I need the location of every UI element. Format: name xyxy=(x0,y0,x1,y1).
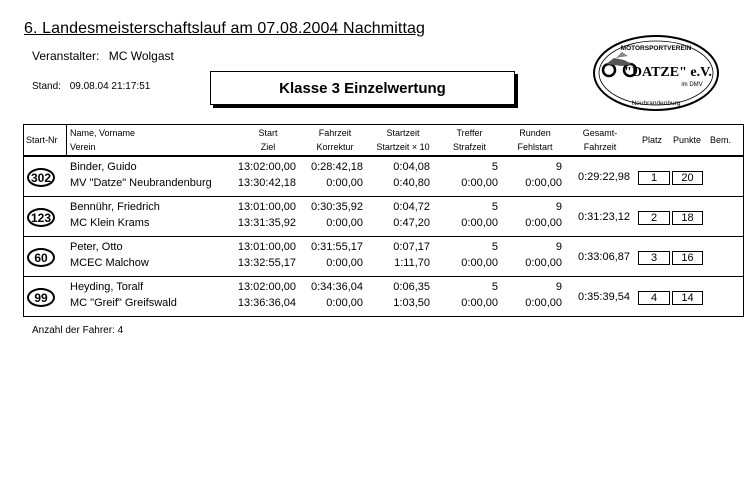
cell-start: 13:02:00,00 xyxy=(237,161,296,173)
cell-korrektur: 0:00,00 xyxy=(326,177,363,189)
organizer-name: MC Wolgast xyxy=(108,49,174,63)
cell-fahrzeit: 0:31:55,17 xyxy=(311,241,363,253)
header-bem: Bem. xyxy=(710,135,732,145)
table-bottom-rule xyxy=(23,316,744,317)
cell-fehlstart: 0:00,00 xyxy=(525,177,562,189)
cell-punkte: 20 xyxy=(672,171,703,185)
header-start-line1: Start xyxy=(258,128,278,138)
cell-punkte: 18 xyxy=(672,211,703,225)
header-gesamt xyxy=(570,126,630,154)
cell-club: MC "Greif" Greifswald xyxy=(70,297,177,309)
cell-fahrzeit: 0:30:35,92 xyxy=(311,201,363,213)
header-startzeit xyxy=(368,126,438,154)
cell-fehlstart: 0:00,00 xyxy=(525,257,562,269)
cell-startzeit: 0:06,35 xyxy=(393,281,430,293)
header-gesamt-line2: Fahrzeit xyxy=(583,142,617,152)
header-name-line2: Verein xyxy=(70,142,96,152)
cell-runden: 9 xyxy=(555,161,562,173)
cell-platz: 3 xyxy=(638,251,670,265)
header-fahrzeit xyxy=(305,126,365,154)
class-title-box: Klasse 3 Einzelwertung xyxy=(210,71,515,105)
cell-strafzeit: 0:00,00 xyxy=(461,217,498,229)
organizer xyxy=(32,49,174,63)
cell-korrektur: 0:00,00 xyxy=(326,297,363,309)
header-bottom-rule xyxy=(23,155,744,157)
header-treffer-line1: Treffer xyxy=(456,128,483,138)
cell-start: 13:02:00,00 xyxy=(237,281,296,293)
header-name-line1: Name, Vorname xyxy=(70,128,136,138)
header-name xyxy=(70,126,135,154)
cell-strafzeit: 0:00,00 xyxy=(461,177,498,189)
header-startnr: Start-Nr xyxy=(26,135,58,145)
header-fahrzeit-line1: Fahrzeit xyxy=(318,128,352,138)
cell-startzeit10: 0:47,20 xyxy=(393,217,430,229)
cell-fahrzeit: 0:34:36,04 xyxy=(311,281,363,293)
header-treffer xyxy=(442,126,497,154)
cell-gesamt: 0:31:23,12 xyxy=(578,211,630,223)
header-gesamt-line1: Gesamt- xyxy=(582,128,618,138)
cell-name: Heyding, Toralf xyxy=(70,281,144,293)
header-startzeit-line2: Startzeit × 10 xyxy=(376,142,430,152)
header-startzeit-line1: Startzeit xyxy=(386,128,420,138)
cell-treffer: 5 xyxy=(491,281,498,293)
cell-startzeit10: 1:03,50 xyxy=(393,297,430,309)
cell-club: MC Klein Krams xyxy=(70,217,150,229)
cell-platz: 4 xyxy=(638,291,670,305)
cell-ziel: 13:36:36,04 xyxy=(237,297,296,309)
cell-platz: 2 xyxy=(638,211,670,225)
stand-label: Stand: xyxy=(32,81,61,92)
start-number-badge: 60 xyxy=(27,248,55,267)
cell-startzeit10: 0:40,80 xyxy=(393,177,430,189)
cell-start: 13:01:00,00 xyxy=(237,201,296,213)
header-punkte: Punkte xyxy=(673,135,702,145)
cell-strafzeit: 0:00,00 xyxy=(461,297,498,309)
start-number-badge: 123 xyxy=(27,208,55,227)
row-rule xyxy=(23,236,744,237)
cell-ziel: 13:30:42,18 xyxy=(237,177,296,189)
cell-name: Peter, Otto xyxy=(70,241,123,253)
cell-name: Binder, Guido xyxy=(70,161,137,173)
start-number-badge: 302 xyxy=(27,168,55,187)
header-platz: Platz xyxy=(642,135,663,145)
cell-treffer: 5 xyxy=(491,241,498,253)
stand-datetime: 09.08.04 21:17:51 xyxy=(69,81,151,92)
row-rule xyxy=(23,276,744,277)
header-treffer-line2: Strafzeit xyxy=(452,142,486,152)
cell-startzeit: 0:04,08 xyxy=(393,161,430,173)
cell-club: MCEC Malchow xyxy=(70,257,149,269)
cell-treffer: 5 xyxy=(491,201,498,213)
header-runden-line1: Runden xyxy=(519,128,551,138)
logo-sub: im DMV xyxy=(681,82,703,88)
cell-gesamt: 0:33:06,87 xyxy=(578,251,630,263)
status-stand xyxy=(32,81,150,92)
rider-count-label: Anzahl der Fahrer: xyxy=(32,325,115,336)
rider-count xyxy=(32,325,123,336)
cell-punkte: 14 xyxy=(672,291,703,305)
table-right-border xyxy=(743,124,744,317)
header-start xyxy=(238,126,298,154)
logo-bottom-text: Neubrandenburg xyxy=(631,100,681,107)
club-logo xyxy=(592,34,720,112)
start-number-badge: 99 xyxy=(27,288,55,307)
cell-runden: 9 xyxy=(555,281,562,293)
cell-ziel: 13:32:55,17 xyxy=(237,257,296,269)
cell-start: 13:01:00,00 xyxy=(237,241,296,253)
logo-name: "DATZE" e.V. xyxy=(624,65,712,80)
cell-runden: 9 xyxy=(555,201,562,213)
cell-korrektur: 0:00,00 xyxy=(326,217,363,229)
header-runden-line2: Fehlstart xyxy=(517,142,553,152)
table-left-border xyxy=(23,124,24,317)
page-title: 6. Landesmeisterschaftslauf am 07.08.2004 Nachmittag xyxy=(24,20,425,37)
row-rule xyxy=(23,196,744,197)
organizer-label: Veranstalter: xyxy=(32,49,100,63)
cell-treffer: 5 xyxy=(491,161,498,173)
cell-ziel: 13:31:35,92 xyxy=(237,217,296,229)
table-top-rule xyxy=(23,124,744,125)
cell-korrektur: 0:00,00 xyxy=(326,257,363,269)
header-runden xyxy=(505,126,565,154)
cell-name: Bennühr, Friedrich xyxy=(70,201,160,213)
cell-strafzeit: 0:00,00 xyxy=(461,257,498,269)
rider-count-value: 4 xyxy=(117,325,124,336)
cell-club: MV "Datze" Neubrandenburg xyxy=(70,177,212,189)
cell-startzeit10: 1:11,70 xyxy=(394,257,430,269)
cell-startzeit: 0:04,72 xyxy=(393,201,430,213)
header-fahrzeit-line2: Korrektur xyxy=(316,142,354,152)
cell-runden: 9 xyxy=(555,241,562,253)
cell-gesamt: 0:35:39,54 xyxy=(578,291,630,303)
cell-punkte: 16 xyxy=(672,251,703,265)
cell-platz: 1 xyxy=(638,171,670,185)
cell-fehlstart: 0:00,00 xyxy=(525,297,562,309)
cell-startzeit: 0:07,17 xyxy=(393,241,430,253)
logo-top-text: MOTORSPORTVEREIN xyxy=(620,45,692,52)
cell-gesamt: 0:29:22,98 xyxy=(578,171,630,183)
cell-fehlstart: 0:00,00 xyxy=(525,217,562,229)
header-separator xyxy=(66,124,67,156)
header-start-line2: Ziel xyxy=(260,142,276,152)
cell-fahrzeit: 0:28:42,18 xyxy=(311,161,363,173)
